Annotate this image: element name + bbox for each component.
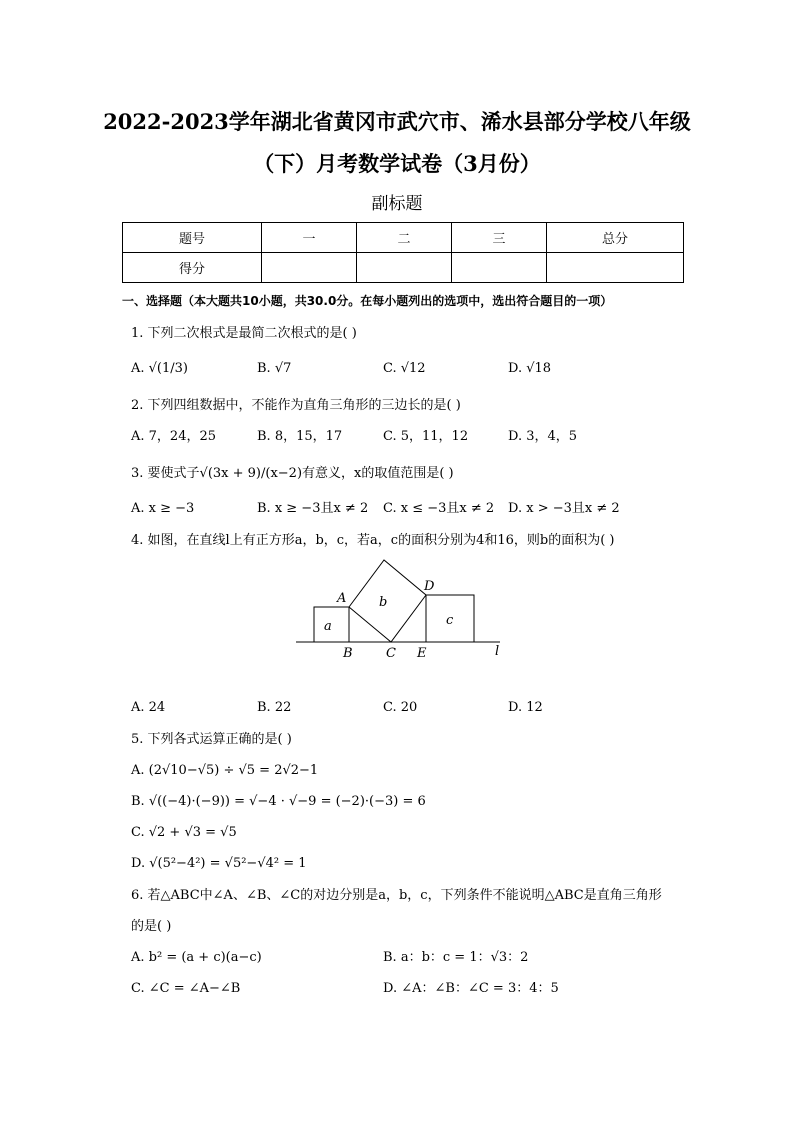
label-c: c xyxy=(446,613,454,628)
label-E: E xyxy=(417,646,427,661)
label-C: C xyxy=(386,646,396,661)
option-c: C. 5，11，12 xyxy=(383,429,469,444)
option-a: A. x ≥ −3 xyxy=(131,501,195,516)
label-b: b xyxy=(379,595,388,610)
score-table xyxy=(122,222,684,283)
score-cell xyxy=(547,253,684,283)
section-heading: 一、选择题（本大题共10小题，共30.0分。在每小题列出的选项中，选出符合题目的一项） xyxy=(122,294,613,308)
label-D: D xyxy=(424,579,435,594)
score-header-cell: 总分 xyxy=(547,223,684,253)
option-c: C. x ≤ −3且x ≠ 2 xyxy=(383,501,495,516)
option-d: D. √(5²−4²) = √5²−√4² = 1 xyxy=(131,856,307,871)
option-d: D. 3，4，5 xyxy=(508,429,578,444)
score-row-label: 得分 xyxy=(123,253,262,283)
score-header-cell: 题号 xyxy=(123,223,262,253)
question-stem: 3. 要使式子√(3x + 9)/(x−2)有意义，x的取值范围是( ) xyxy=(131,466,454,481)
option-c: C. √2 + √3 = √5 xyxy=(131,825,237,840)
option-b: B. 22 xyxy=(257,700,292,715)
label-A: A xyxy=(337,591,347,606)
question-stem: 5. 下列各式运算正确的是( ) xyxy=(131,732,292,747)
label-a: a xyxy=(324,619,332,634)
option-b: B. √7 xyxy=(257,361,292,376)
question-stem: 6. 若△ABC中∠A、∠B、∠C的对边分别是a，b，c，下列条件不能说明△ABC是直角三角形 xyxy=(131,888,662,903)
option-b: B. a：b：c = 1：√3：2 xyxy=(383,950,529,965)
option-d: D. 12 xyxy=(508,700,543,715)
option-a: A. (2√10−√5) ÷ √5 = 2√2−1 xyxy=(131,763,319,778)
score-header-cell: 三 xyxy=(452,223,547,253)
score-table-score-row xyxy=(123,253,684,283)
score-header-cell: 二 xyxy=(357,223,452,253)
question-stem: 2. 下列四组数据中，不能作为直角三角形的三边长的是( ) xyxy=(131,398,461,413)
label-B: B xyxy=(343,646,353,661)
option-a: A. b² = (a + c)(a−c) xyxy=(131,950,262,965)
option-b: B. 8，15，17 xyxy=(257,429,343,444)
option-a: A. 7，24，25 xyxy=(131,429,217,444)
question-stem-continued: 的是( ) xyxy=(131,919,172,934)
option-c: C. ∠C = ∠A−∠B xyxy=(131,981,241,996)
option-d: D. ∠A：∠B：∠C = 3：4：5 xyxy=(383,981,559,996)
question-stem: 1. 下列二次根式是最简二次根式的是( ) xyxy=(131,326,357,341)
exam-title-line2: （下）月考数学试卷（3月份） xyxy=(253,151,541,176)
option-d: D. √18 xyxy=(508,361,552,376)
label-l: l xyxy=(495,644,500,659)
exam-subtitle: 副标题 xyxy=(371,194,423,214)
option-b: B. √((−4)·(−9)) = √−4 · √−9 = (−2)·(−3) = 6 xyxy=(131,794,426,809)
square-b xyxy=(349,560,426,642)
option-a: A. 24 xyxy=(131,700,166,715)
squares-on-line-figure xyxy=(292,556,512,666)
score-cell xyxy=(357,253,452,283)
score-table-header-row xyxy=(123,223,684,253)
question-stem: 4. 如图，在直线l上有正方形a，b，c，若a，c的面积分别为4和16，则b的面积为( ) xyxy=(131,533,615,548)
option-b: B. x ≥ −3且x ≠ 2 xyxy=(257,501,369,516)
score-cell xyxy=(452,253,547,283)
option-c: C. √12 xyxy=(383,361,426,376)
option-a: A. √(1/3) xyxy=(131,361,189,376)
exam-title-line1: 2022-2023学年湖北省黄冈市武穴市、浠水县部分学校八年级 xyxy=(103,109,691,134)
score-cell xyxy=(262,253,357,283)
option-c: C. 20 xyxy=(383,700,418,715)
option-d: D. x > −3且x ≠ 2 xyxy=(508,501,620,516)
score-header-cell: 一 xyxy=(262,223,357,253)
